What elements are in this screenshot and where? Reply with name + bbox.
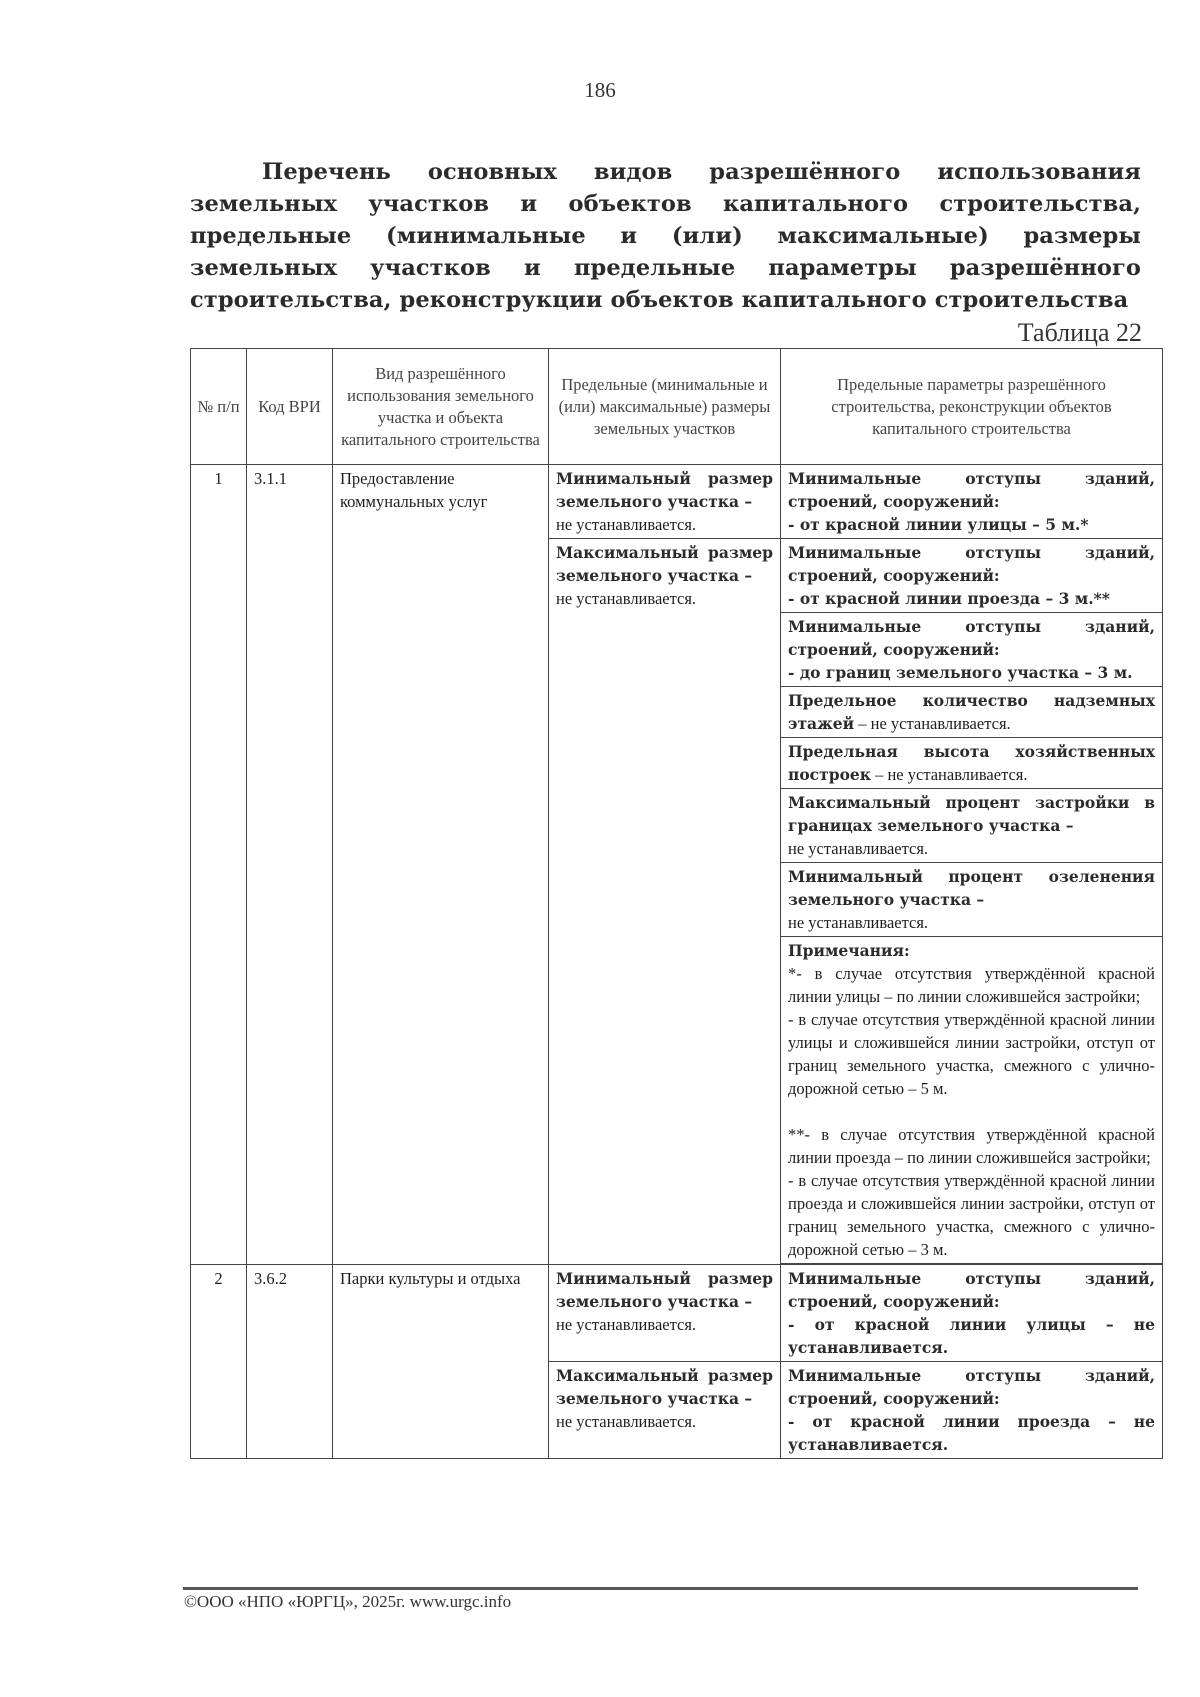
header-num: № п/п: [191, 349, 247, 465]
max-size-cell: [549, 539, 781, 1265]
param-cell: [781, 1265, 1163, 1362]
param-value: - от красной линии проезда – не устанавливается.: [788, 1412, 1155, 1454]
row-code: 3.1.1: [247, 465, 333, 1265]
regulations-table: [190, 348, 1163, 1459]
max-size-value: не устанавливается.: [556, 589, 697, 608]
header-params: Предельные параметры разрешённого строительства, реконструкции объектов капитального строительства: [781, 349, 1163, 465]
param-cell: [781, 738, 1163, 789]
header-code: Код ВРИ: [247, 349, 333, 465]
param-value: - от красной линии улицы – 5 м.*: [788, 515, 1089, 534]
table-caption: Таблица 22: [1017, 318, 1142, 347]
param-value: – не устанавливается.: [870, 765, 1028, 784]
param-cell: [781, 1362, 1163, 1459]
table-row: [191, 1265, 1163, 1362]
max-size-label: Максимальный размер земельного участка –: [556, 543, 773, 585]
min-size-value: не устанавливается.: [556, 515, 697, 534]
param-cell: [781, 789, 1163, 863]
param-label: Минимальные отступы зданий, строений, сооружений:: [788, 1269, 1155, 1311]
param-value: - до границ земельного участка – 3 м.: [788, 663, 1133, 682]
min-size-cell: [549, 465, 781, 539]
param-cell: [781, 687, 1163, 738]
note-text: *- в случае отсутствия утверждённой красной линии улицы – по линии сложившейся застройки;: [788, 964, 1155, 1006]
note-text: - в случае отсутствия утверждённой красной линии проезда и сложившейся линии застройки, отступ от границ земельного участка, смежного с улично-дорожной сетью – 3 м.: [788, 1171, 1155, 1259]
param-label: Минимальные отступы зданий, строений, сооружений:: [788, 543, 1155, 585]
param-label: Предельная высота хозяйственных построек: [788, 742, 1155, 784]
header-kind: Вид разрешённого использования земельного участка и объекта капитального строительства: [333, 349, 549, 465]
param-cell: [781, 863, 1163, 937]
table-header-row: [191, 349, 1163, 465]
param-label: Минимальные отступы зданий, строений, сооружений:: [788, 617, 1155, 659]
notes-cell: [781, 937, 1163, 1264]
param-label: Минимальные отступы зданий, строений, сооружений:: [788, 1366, 1155, 1408]
header-size: Предельные (минимальные и (или) максимальные) размеры земельных участков: [549, 349, 781, 465]
param-value: - от красной линии проезда – 3 м.**: [788, 589, 1110, 608]
param-value: - от красной линии улицы – не устанавливается.: [788, 1315, 1155, 1357]
param-value: не устанавливается.: [788, 913, 929, 932]
max-size-cell: [549, 1362, 781, 1459]
document-title: Перечень основных видов разрешённого использования земельных участков и объектов капитального строительства, предельные (минимальные и (или) максимальные) размеры земельных участков и предельные параметры разрешённого строительства, реконструкции объектов капитального строительства: [190, 159, 1141, 313]
row-num: 2: [191, 1265, 247, 1459]
param-cell: [781, 613, 1163, 687]
footer-divider: [183, 1587, 1138, 1590]
max-size-label: Максимальный размер земельного участка –: [556, 1366, 773, 1408]
row-code: 3.6.2: [247, 1265, 333, 1459]
row-kind: Предоставление коммунальных услуг: [333, 465, 549, 1265]
note-text: **- в случае отсутствия утверждённой красной линии проезда – по линии сложившейся застройки;: [788, 1125, 1155, 1167]
row-kind: Парки культуры и отдыха: [333, 1265, 549, 1459]
row-num: 1: [191, 465, 247, 1265]
param-label: Предельное количество надземных этажей: [788, 691, 1155, 733]
param-value: не устанавливается.: [788, 839, 929, 858]
param-label: Минимальный процент озеленения земельного участка –: [788, 867, 1155, 909]
table-row: [191, 465, 1163, 539]
min-size-label: Минимальный размер земельного участка –: [556, 1269, 773, 1311]
min-size-label: Минимальный размер земельного участка –: [556, 469, 773, 511]
note-text: - в случае отсутствия утверждённой красной линии улицы и сложившейся линии застройки, отступ от границ земельного участка, смежного с улично-дорожной сетью – 5 м.: [788, 1010, 1155, 1098]
param-label: Максимальный процент застройки в границах земельного участка –: [788, 793, 1155, 835]
max-size-value: не устанавливается.: [556, 1412, 697, 1431]
param-cell: [781, 465, 1163, 539]
min-size-value: не устанавливается.: [556, 1315, 697, 1334]
footer-copyright: ©ООО «НПО «ЮРГЦ», 2025г. www.urgc.info: [184, 1592, 512, 1611]
page-number: 186: [584, 78, 616, 102]
param-cell: [781, 539, 1163, 613]
param-label: Минимальные отступы зданий, строений, сооружений:: [788, 469, 1155, 511]
min-size-cell: [549, 1265, 781, 1362]
notes-title: Примечания:: [788, 941, 910, 960]
param-value: – не устанавливается.: [854, 714, 1011, 733]
